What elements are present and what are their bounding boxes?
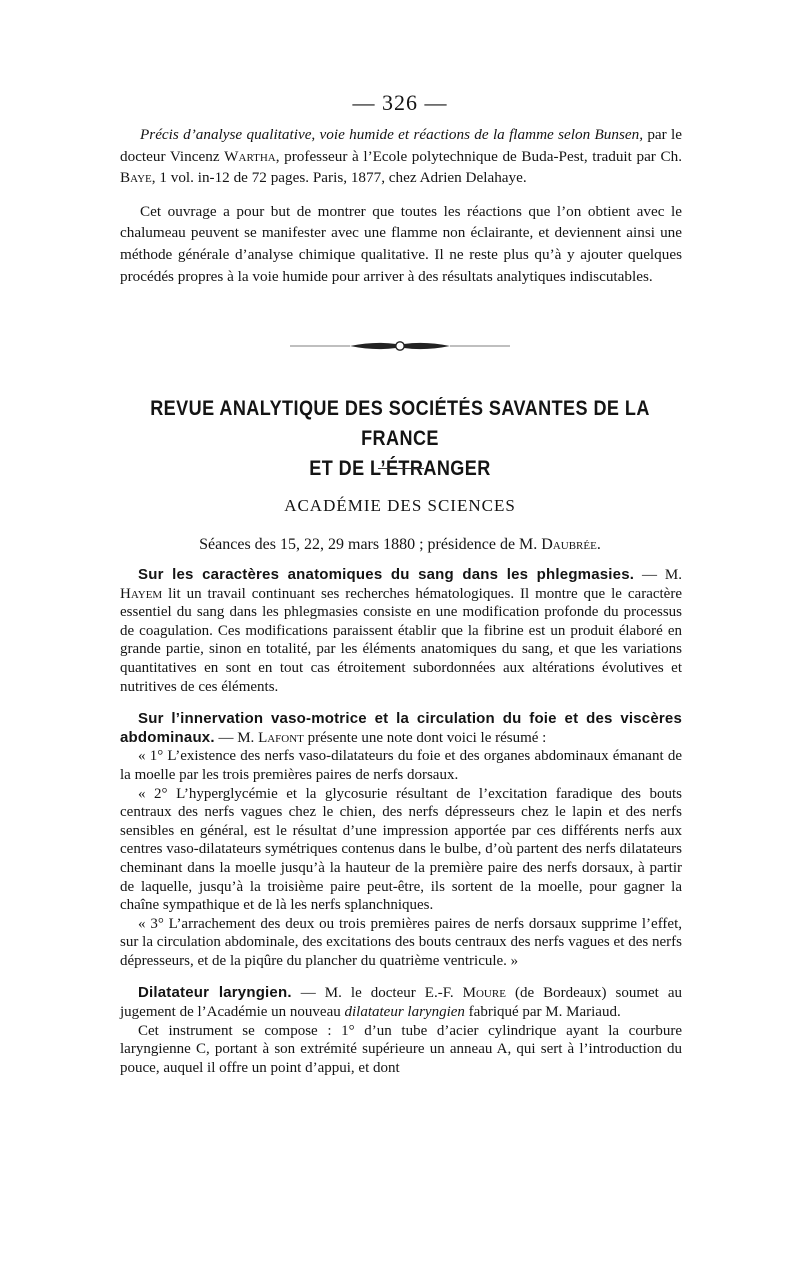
article-text-end: fabriqué par M. Mariaud. (468, 1004, 621, 1021)
citation-part2: , professeur à l’Ecole polytechnique de Buda-Pest, traduit par Ch. (275, 147, 682, 165)
instrument-description: Cet instrument se compose : 1° d’un tube d’acier cylindrique ayant la courbure laryngienne C, portant à son extrémité supérieure un anneau A, qui sert à l’introduction du pouce, auquel il offre un point d’appui, et dont (120, 1022, 682, 1076)
summary-point-2: « 2° L’hyperglycémie et la glycosurie résultant de l’excitation faradique des bouts centraux des nerfs vagues chez le chien, des nerfs dépresseurs chez le lapin et des nerfs sensibles en général, est le résultat d’une impression apportée par ces différents nerfs aux centres vaso-dilatateurs symétriques contenus dans le bulbe, d’où partent des nerfs dilatateurs cheminant dans la moelle jusqu’à la hauteur de la première paire des nerfs dorsaux, à partir de laquelle, jusqu’à la troisième paire peut-être, ils sortent de la moelle, pour gagner la chaîne sympathique et de là les nerfs splanchniques. (120, 785, 682, 914)
article-text: (de Bordeaux) soumet au jugement de l’Académie un nouveau (120, 985, 683, 1021)
author-prefix: — M. (218, 729, 255, 746)
sessions-line (0, 536, 800, 554)
article-text: lit un travail continuant ses recherches hématologiques. Il montre que le caractère essentiel du sang dans les phlegmasies consiste en une modification profonde du processus de coagulation. Ces modifications paraissent établir que la fibrine est un produit élaboré en grande partie, sinon en totalité, par les éléments anatomiques du sang, et que les variations quantitatives en sont en tout cas étroitement subordonnées aux altérations évolutives et nutritives de ces éléments. (120, 585, 682, 695)
sessions-text: Séances des 15, 22, 29 mars 1880 ; présidence de M. (199, 536, 538, 553)
citation-part3: , 1 vol. in-12 de 72 pages. Paris, 1877, chez Adrien Delahaye. (151, 169, 527, 187)
author-name: Lafont (258, 729, 304, 746)
author-name: Hayem (120, 585, 163, 602)
section-title (142, 394, 658, 484)
ornament-divider-icon (290, 338, 510, 354)
article-innervation (120, 710, 682, 970)
citation-title: Précis d’analyse qualitative, voie humide et réactions de la flamme selon Bunsen, (140, 126, 643, 143)
citation-part1: par le docteur Vincenz (120, 126, 682, 165)
article-dilatateur (120, 984, 682, 1077)
article-column (120, 566, 682, 1077)
review-citation (120, 124, 682, 189)
sessions-president: Daubrée. (541, 536, 601, 553)
article-text: présente une note dont voici le résumé : (307, 729, 547, 746)
author-prefix: — M. le docteur E.-F. (300, 985, 454, 1002)
article-paragraph (120, 566, 682, 696)
summary-point-3: « 3° L’arrachement des deux ou trois premières paires de nerfs dorsaux supprime l’effet, sur la circulation abdominale, des excitations des bouts centraux des nerfs vagues et des nerfs dépresseurs, et de la piqûre du plancher du quatrième ventricule. » (120, 915, 682, 969)
citation-translator: Baye (120, 169, 152, 187)
review-text: Cet ouvrage a pour but de montrer que toutes les réactions que l’on obtient avec le chalumeau peuvent se manifester avec une flamme non éclairante, et deviennent ainsi une méthode générale d’analyse chimique qualitative. Il ne reste plus qu’à y ajouter quelques procédés propres à la voie humide pour arriver à des résultats analytiques indiscutables. (120, 202, 682, 285)
section-title-line2: ET DE L’ÉTRANGER (309, 457, 491, 480)
section-title-line1: REVUE ANALYTIQUE DES SOCIÉTÉS SAVANTES DE LA FRANCE (150, 397, 650, 450)
short-rule (378, 468, 424, 469)
author-name: Moure (462, 985, 506, 1002)
article-heading: Dilatateur laryngien. (138, 984, 292, 1002)
article-paragraph (120, 984, 682, 1021)
article-heading: Sur l’innervation vaso-motrice et la circulation du foie et des viscères abdominaux. (120, 710, 682, 746)
article-heading: Sur les caractères anatomiques du sang dans les phlegmasies. (138, 566, 635, 583)
book-review (120, 124, 682, 287)
instrument-name: dilatateur laryngien (344, 1004, 465, 1021)
citation-author: Wartha (224, 147, 276, 165)
summary-point-1: « 1° L’existence des nerfs vaso-dilatateurs du foie et des organes abdominaux émanant de la moelle par les trois premières paires de nerfs dorsaux. (120, 748, 682, 783)
page-number: — 326 — (352, 90, 448, 115)
article-paragraph (120, 710, 682, 747)
author-prefix: — M. (642, 567, 682, 583)
academy-heading: ACADÉMIE DES SCIENCES (284, 496, 516, 515)
article-sang (120, 566, 682, 696)
